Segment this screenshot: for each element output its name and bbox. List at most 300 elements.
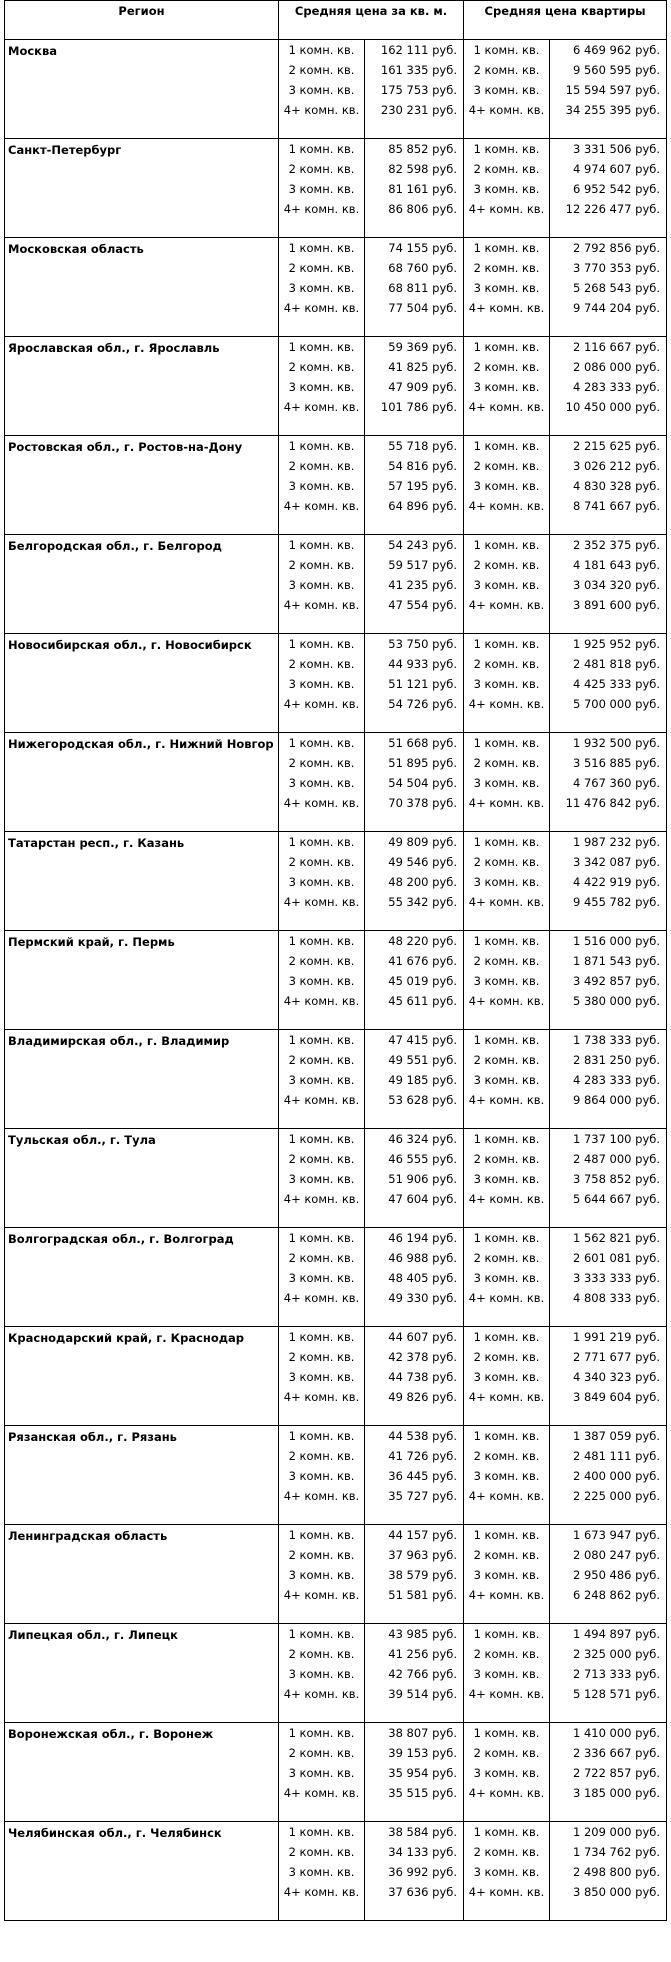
room-type-label: 4+ комн. кв. (283, 1885, 360, 1899)
table-row (5, 238, 667, 337)
sqm-values-cell (365, 1129, 464, 1228)
sqm-price-value: 44 607 руб. (388, 1330, 457, 1344)
room-type-label: 1 комн. кв. (288, 439, 355, 453)
room-type-label: 1 комн. кв. (473, 340, 540, 354)
sqm-price-value: 57 195 руб. (388, 479, 457, 493)
room-type-label: 4+ комн. кв. (468, 202, 545, 216)
room-type-label: 3 комн. кв. (288, 1370, 355, 1384)
sqm-room-types-cell (279, 535, 365, 634)
sqm-price-value: 44 157 руб. (388, 1528, 457, 1542)
flat-price-value: 9 864 000 руб. (572, 1093, 661, 1107)
flat-price-value: 1 562 821 руб. (572, 1231, 661, 1245)
room-type-label: 3 комн. кв. (288, 1469, 355, 1483)
sqm-price-value: 49 185 руб. (388, 1073, 457, 1087)
flat-price-value: 2 713 333 руб. (572, 1667, 661, 1681)
sqm-price-value: 230 231 руб. (380, 103, 457, 117)
room-type-label: 1 комн. кв. (288, 340, 355, 354)
room-type-label: 3 комн. кв. (288, 776, 355, 790)
flat-price-value: 3 850 000 руб. (572, 1885, 661, 1899)
flat-price-value: 2 481 111 руб. (572, 1449, 661, 1463)
sqm-price-value: 70 378 руб. (388, 796, 457, 810)
flat-room-types-cell (464, 1822, 550, 1921)
flat-price-value: 1 209 000 руб. (572, 1825, 661, 1839)
room-type-label: 4+ комн. кв. (283, 1687, 360, 1701)
sqm-price-value: 48 405 руб. (388, 1271, 457, 1285)
sqm-price-value: 53 750 руб. (388, 637, 457, 651)
sqm-price-value: 44 738 руб. (388, 1370, 457, 1384)
sqm-price-value: 59 517 руб. (388, 558, 457, 572)
sqm-price-value: 48 220 руб. (388, 934, 457, 948)
sqm-price-value: 82 598 руб. (388, 162, 457, 176)
region-name: Пермский край, г. Пермь (8, 935, 175, 949)
room-type-label: 2 комн. кв. (288, 1152, 355, 1166)
flat-room-types-cell (464, 931, 550, 1030)
header-flat-price: Средняя цена квартиры (464, 1, 667, 40)
room-type-label: 2 комн. кв. (288, 1746, 355, 1760)
sqm-values-cell (365, 1723, 464, 1822)
room-type-label: 4+ комн. кв. (283, 796, 360, 810)
region-cell (5, 337, 279, 436)
room-type-label: 4+ комн. кв. (283, 202, 360, 216)
room-type-label: 1 комн. кв. (473, 1825, 540, 1839)
flat-price-value: 2 601 081 руб. (572, 1251, 661, 1265)
flat-values-cell (550, 1624, 667, 1723)
table-row (5, 931, 667, 1030)
table-row (5, 436, 667, 535)
flat-price-value: 5 644 667 руб. (572, 1192, 661, 1206)
flat-price-value: 2 086 000 руб. (572, 360, 661, 374)
sqm-price-value: 51 668 руб. (388, 736, 457, 750)
flat-values-cell (550, 337, 667, 436)
room-type-label: 1 комн. кв. (288, 1627, 355, 1641)
room-type-label: 3 комн. кв. (288, 1568, 355, 1582)
flat-room-types-cell (464, 1525, 550, 1624)
flat-price-value: 1 871 543 руб. (572, 954, 661, 968)
region-cell (5, 40, 279, 139)
sqm-room-types-cell (279, 931, 365, 1030)
flat-values-cell (550, 436, 667, 535)
region-cell (5, 1822, 279, 1921)
flat-price-value: 4 181 643 руб. (572, 558, 661, 572)
sqm-price-value: 86 806 руб. (388, 202, 457, 216)
sqm-price-value: 41 256 руб. (388, 1647, 457, 1661)
room-type-label: 4+ комн. кв. (468, 400, 545, 414)
room-type-label: 3 комн. кв. (288, 1766, 355, 1780)
flat-price-value: 9 455 782 руб. (572, 895, 661, 909)
room-type-label: 4+ комн. кв. (283, 301, 360, 315)
flat-price-value: 2 116 667 руб. (572, 340, 661, 354)
sqm-price-value: 42 378 руб. (388, 1350, 457, 1364)
room-type-label: 2 комн. кв. (288, 1053, 355, 1067)
room-type-label: 3 комн. кв. (288, 1271, 355, 1285)
region-name: Татарстан респ., г. Казань (8, 836, 185, 850)
flat-price-value: 5 128 571 руб. (572, 1687, 661, 1701)
room-type-label: 3 комн. кв. (288, 1073, 355, 1087)
flat-price-value: 4 425 333 руб. (572, 677, 661, 691)
flat-price-value: 1 734 762 руб. (572, 1845, 661, 1859)
sqm-price-value: 54 726 руб. (388, 697, 457, 711)
flat-price-value: 4 974 607 руб. (572, 162, 661, 176)
flat-price-value: 1 387 059 руб. (572, 1429, 661, 1443)
room-type-label: 3 комн. кв. (288, 1667, 355, 1681)
flat-price-value: 1 673 947 руб. (572, 1528, 661, 1542)
sqm-room-types-cell (279, 1129, 365, 1228)
sqm-price-value: 49 551 руб. (388, 1053, 457, 1067)
flat-room-types-cell (464, 1030, 550, 1129)
room-type-label: 1 комн. кв. (473, 1330, 540, 1344)
flat-room-types-cell (464, 634, 550, 733)
sqm-price-value: 36 992 руб. (388, 1865, 457, 1879)
flat-values-cell (550, 1327, 667, 1426)
sqm-price-value: 81 161 руб. (388, 182, 457, 196)
sqm-price-value: 53 628 руб. (388, 1093, 457, 1107)
room-type-label: 1 комн. кв. (473, 736, 540, 750)
flat-price-value: 1 516 000 руб. (572, 934, 661, 948)
sqm-room-types-cell (279, 139, 365, 238)
sqm-room-types-cell (279, 40, 365, 139)
flat-price-value: 2 950 486 руб. (572, 1568, 661, 1582)
sqm-price-value: 44 538 руб. (388, 1429, 457, 1443)
sqm-price-value: 54 243 руб. (388, 538, 457, 552)
room-type-label: 1 комн. кв. (288, 934, 355, 948)
sqm-values-cell (365, 1624, 464, 1723)
flat-price-value: 3 492 857 руб. (572, 974, 661, 988)
sqm-room-types-cell (279, 1723, 365, 1822)
region-cell (5, 535, 279, 634)
table-row (5, 337, 667, 436)
sqm-room-types-cell (279, 733, 365, 832)
flat-room-types-cell (464, 1228, 550, 1327)
sqm-values-cell (365, 733, 464, 832)
room-type-label: 3 комн. кв. (473, 479, 540, 493)
room-type-label: 2 комн. кв. (288, 1548, 355, 1562)
room-type-label: 2 комн. кв. (288, 162, 355, 176)
sqm-price-value: 162 111 руб. (380, 43, 457, 57)
region-cell (5, 1624, 279, 1723)
sqm-room-types-cell (279, 634, 365, 733)
room-type-label: 3 комн. кв. (288, 380, 355, 394)
sqm-price-value: 41 235 руб. (388, 578, 457, 592)
room-type-label: 2 комн. кв. (288, 855, 355, 869)
room-type-label: 1 комн. кв. (288, 1330, 355, 1344)
sqm-values-cell (365, 832, 464, 931)
room-type-label: 4+ комн. кв. (283, 499, 360, 513)
room-type-label: 2 комн. кв. (288, 63, 355, 77)
room-type-label: 2 комн. кв. (288, 261, 355, 275)
sqm-values-cell (365, 139, 464, 238)
room-type-label: 1 комн. кв. (288, 1132, 355, 1146)
room-type-label: 1 комн. кв. (288, 637, 355, 651)
sqm-price-value: 49 546 руб. (388, 855, 457, 869)
sqm-price-value: 38 584 руб. (388, 1825, 457, 1839)
table-row (5, 634, 667, 733)
room-type-label: 2 комн. кв. (473, 756, 540, 770)
flat-price-value: 1 737 100 руб. (572, 1132, 661, 1146)
region-name: Воронежская обл., г. Воронеж (8, 1727, 214, 1741)
room-type-label: 4+ комн. кв. (468, 1489, 545, 1503)
sqm-values-cell (365, 1228, 464, 1327)
table-row (5, 1525, 667, 1624)
room-type-label: 2 комн. кв. (473, 1350, 540, 1364)
room-type-label: 2 комн. кв. (473, 1053, 540, 1067)
sqm-price-value: 42 766 руб. (388, 1667, 457, 1681)
sqm-price-value: 35 954 руб. (388, 1766, 457, 1780)
room-type-label: 2 комн. кв. (473, 558, 540, 572)
table-row (5, 832, 667, 931)
header-region: Регион (5, 1, 279, 40)
region-cell (5, 634, 279, 733)
table-row (5, 535, 667, 634)
flat-price-value: 6 248 862 руб. (572, 1588, 661, 1602)
room-type-label: 4+ комн. кв. (468, 598, 545, 612)
flat-room-types-cell (464, 733, 550, 832)
room-type-label: 3 комн. кв. (473, 1271, 540, 1285)
sqm-room-types-cell (279, 337, 365, 436)
room-type-label: 1 комн. кв. (473, 1429, 540, 1443)
flat-room-types-cell (464, 535, 550, 634)
table-row (5, 1129, 667, 1228)
table-row (5, 40, 667, 139)
room-type-label: 2 комн. кв. (288, 1449, 355, 1463)
flat-values-cell (550, 1129, 667, 1228)
flat-price-value: 3 891 600 руб. (572, 598, 661, 612)
room-type-label: 3 комн. кв. (473, 1865, 540, 1879)
flat-price-value: 3 849 604 руб. (572, 1390, 661, 1404)
sqm-room-types-cell (279, 238, 365, 337)
room-type-label: 1 комн. кв. (288, 1231, 355, 1245)
flat-values-cell (550, 1723, 667, 1822)
room-type-label: 1 комн. кв. (288, 835, 355, 849)
room-type-label: 1 комн. кв. (288, 1033, 355, 1047)
room-type-label: 3 комн. кв. (288, 1172, 355, 1186)
flat-price-value: 4 283 333 руб. (572, 1073, 661, 1087)
region-name: Новосибирская обл., г. Новосибирск (8, 638, 252, 652)
sqm-price-value: 35 727 руб. (388, 1489, 457, 1503)
room-type-label: 3 комн. кв. (288, 875, 355, 889)
flat-price-value: 3 333 333 руб. (572, 1271, 661, 1285)
room-type-label: 3 комн. кв. (288, 281, 355, 295)
room-type-label: 4+ комн. кв. (468, 1885, 545, 1899)
region-name: Волгоградская обл., г. Волгоград (8, 1232, 234, 1246)
flat-values-cell (550, 1030, 667, 1129)
flat-price-value: 2 325 000 руб. (572, 1647, 661, 1661)
table-row (5, 1426, 667, 1525)
room-type-label: 4+ комн. кв. (468, 1786, 545, 1800)
room-type-label: 1 комн. кв. (473, 1132, 540, 1146)
room-type-label: 2 комн. кв. (473, 1251, 540, 1265)
flat-price-value: 4 422 919 руб. (572, 875, 661, 889)
flat-price-value: 3 331 506 руб. (572, 142, 661, 156)
flat-values-cell (550, 139, 667, 238)
sqm-values-cell (365, 1426, 464, 1525)
flat-price-value: 4 767 360 руб. (572, 776, 661, 790)
room-type-label: 2 комн. кв. (288, 1647, 355, 1661)
room-type-label: 3 комн. кв. (473, 182, 540, 196)
table-row (5, 1723, 667, 1822)
flat-values-cell (550, 1525, 667, 1624)
sqm-values-cell (365, 1327, 464, 1426)
region-name: Рязанская обл., г. Рязань (8, 1430, 177, 1444)
room-type-label: 2 комн. кв. (473, 1152, 540, 1166)
region-cell (5, 1228, 279, 1327)
table-row (5, 1624, 667, 1723)
room-type-label: 2 комн. кв. (288, 954, 355, 968)
room-type-label: 4+ комн. кв. (283, 1390, 360, 1404)
flat-price-value: 1 738 333 руб. (572, 1033, 661, 1047)
room-type-label: 3 комн. кв. (473, 578, 540, 592)
room-type-label: 1 комн. кв. (473, 1033, 540, 1047)
flat-price-value: 2 336 667 руб. (572, 1746, 661, 1760)
room-type-label: 2 комн. кв. (288, 1845, 355, 1859)
room-type-label: 1 комн. кв. (473, 1627, 540, 1641)
sqm-price-value: 49 826 руб. (388, 1390, 457, 1404)
sqm-price-value: 51 121 руб. (388, 677, 457, 691)
room-type-label: 1 комн. кв. (473, 1528, 540, 1542)
sqm-price-value: 68 760 руб. (388, 261, 457, 275)
flat-room-types-cell (464, 238, 550, 337)
region-cell (5, 733, 279, 832)
flat-price-value: 4 283 333 руб. (572, 380, 661, 394)
flat-price-value: 5 700 000 руб. (572, 697, 661, 711)
sqm-price-value: 34 133 руб. (388, 1845, 457, 1859)
room-type-label: 2 комн. кв. (288, 558, 355, 572)
sqm-values-cell (365, 634, 464, 733)
flat-room-types-cell (464, 40, 550, 139)
room-type-label: 4+ комн. кв. (283, 1489, 360, 1503)
flat-price-value: 10 450 000 руб. (565, 400, 661, 414)
sqm-values-cell (365, 1822, 464, 1921)
region-cell (5, 832, 279, 931)
sqm-room-types-cell (279, 436, 365, 535)
room-type-label: 1 комн. кв. (473, 142, 540, 156)
room-type-label: 1 комн. кв. (473, 43, 540, 57)
room-type-label: 2 комн. кв. (288, 1350, 355, 1364)
room-type-label: 3 комн. кв. (473, 281, 540, 295)
region-cell (5, 931, 279, 1030)
flat-room-types-cell (464, 1327, 550, 1426)
room-type-label: 4+ комн. кв. (468, 1093, 545, 1107)
room-type-label: 4+ комн. кв. (283, 1291, 360, 1305)
sqm-price-value: 55 718 руб. (388, 439, 457, 453)
flat-price-value: 1 987 232 руб. (572, 835, 661, 849)
room-type-label: 3 комн. кв. (473, 1073, 540, 1087)
room-type-label: 1 комн. кв. (473, 835, 540, 849)
room-type-label: 1 комн. кв. (473, 241, 540, 255)
flat-price-value: 9 560 595 руб. (572, 63, 661, 77)
sqm-room-types-cell (279, 1624, 365, 1723)
flat-price-value: 1 925 952 руб. (572, 637, 661, 651)
sqm-price-value: 46 324 руб. (388, 1132, 457, 1146)
region-cell (5, 1129, 279, 1228)
room-type-label: 4+ комн. кв. (283, 1093, 360, 1107)
room-type-label: 3 комн. кв. (473, 1370, 540, 1384)
region-cell (5, 1327, 279, 1426)
room-type-label: 2 комн. кв. (288, 1251, 355, 1265)
region-name: Ярославская обл., г. Ярославль (8, 341, 220, 355)
flat-price-value: 3 770 353 руб. (572, 261, 661, 275)
room-type-label: 2 комн. кв. (473, 954, 540, 968)
sqm-price-value: 47 554 руб. (388, 598, 457, 612)
room-type-label: 2 комн. кв. (288, 360, 355, 374)
table-row (5, 1030, 667, 1129)
room-type-label: 1 комн. кв. (288, 142, 355, 156)
room-type-label: 4+ комн. кв. (468, 697, 545, 711)
sqm-price-value: 37 963 руб. (388, 1548, 457, 1562)
flat-room-types-cell (464, 1723, 550, 1822)
flat-price-value: 3 026 212 руб. (572, 459, 661, 473)
room-type-label: 1 комн. кв. (473, 934, 540, 948)
room-type-label: 1 комн. кв. (473, 538, 540, 552)
flat-price-value: 4 340 323 руб. (572, 1370, 661, 1384)
room-type-label: 3 комн. кв. (473, 776, 540, 790)
room-type-label: 4+ комн. кв. (468, 301, 545, 315)
room-type-label: 3 комн. кв. (473, 1766, 540, 1780)
sqm-price-value: 43 985 руб. (388, 1627, 457, 1641)
sqm-price-value: 36 445 руб. (388, 1469, 457, 1483)
flat-price-value: 9 744 204 руб. (572, 301, 661, 315)
room-type-label: 3 комн. кв. (473, 83, 540, 97)
flat-price-value: 2 722 857 руб. (572, 1766, 661, 1780)
flat-price-value: 2 400 000 руб. (572, 1469, 661, 1483)
flat-price-value: 3 758 852 руб. (572, 1172, 661, 1186)
flat-price-value: 6 469 962 руб. (572, 43, 661, 57)
room-type-label: 1 комн. кв. (288, 241, 355, 255)
region-cell (5, 1030, 279, 1129)
room-type-label: 4+ комн. кв. (468, 895, 545, 909)
sqm-price-value: 51 895 руб. (388, 756, 457, 770)
flat-room-types-cell (464, 337, 550, 436)
room-type-label: 2 комн. кв. (288, 459, 355, 473)
room-type-label: 3 комн. кв. (288, 578, 355, 592)
room-type-label: 1 комн. кв. (288, 1726, 355, 1740)
region-name: Тульская обл., г. Тула (8, 1133, 156, 1147)
sqm-values-cell (365, 535, 464, 634)
room-type-label: 4+ комн. кв. (468, 1192, 545, 1206)
room-type-label: 4+ комн. кв. (283, 895, 360, 909)
room-type-label: 2 комн. кв. (473, 657, 540, 671)
sqm-price-value: 47 909 руб. (388, 380, 457, 394)
sqm-price-value: 49 809 руб. (388, 835, 457, 849)
room-type-label: 1 комн. кв. (288, 1429, 355, 1443)
sqm-price-value: 85 852 руб. (388, 142, 457, 156)
header-row (5, 1, 667, 40)
flat-values-cell (550, 1228, 667, 1327)
table-row (5, 733, 667, 832)
sqm-price-value: 46 988 руб. (388, 1251, 457, 1265)
flat-price-value: 34 255 395 руб. (565, 103, 661, 117)
flat-values-cell (550, 1822, 667, 1921)
flat-price-value: 11 476 842 руб. (565, 796, 661, 810)
sqm-values-cell (365, 1525, 464, 1624)
room-type-label: 3 комн. кв. (288, 974, 355, 988)
room-type-label: 2 комн. кв. (473, 1449, 540, 1463)
room-type-label: 2 комн. кв. (473, 63, 540, 77)
region-name: Белгородская обл., г. Белгород (8, 539, 222, 553)
flat-values-cell (550, 1426, 667, 1525)
region-name: Ростовская обл., г. Ростов-на-Дону (8, 440, 243, 454)
region-name: Санкт-Петербург (8, 143, 122, 157)
room-type-label: 1 комн. кв. (288, 538, 355, 552)
sqm-price-value: 51 581 руб. (388, 1588, 457, 1602)
sqm-price-value: 55 342 руб. (388, 895, 457, 909)
room-type-label: 2 комн. кв. (288, 756, 355, 770)
sqm-price-value: 46 194 руб. (388, 1231, 457, 1245)
header-sqm-price: Средняя цена за кв. м. (279, 1, 464, 40)
room-type-label: 2 комн. кв. (473, 459, 540, 473)
flat-price-value: 3 342 087 руб. (572, 855, 661, 869)
room-type-label: 3 комн. кв. (473, 1667, 540, 1681)
flat-room-types-cell (464, 1426, 550, 1525)
